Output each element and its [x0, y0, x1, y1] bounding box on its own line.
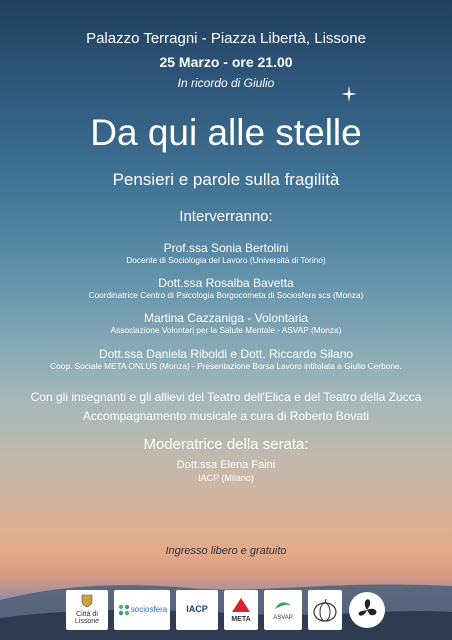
speaker-name: Dott.ssa Daniela Riboldi e Dott. Riccardo Silano — [98, 347, 354, 361]
logo-label: sociosfera — [130, 604, 168, 614]
memorial-dedication: In ricordo di Giulio — [177, 76, 275, 90]
event-date: 25 Marzo - ore 21.00 — [159, 54, 293, 70]
speakers-heading: Interverranno: — [179, 208, 273, 225]
logo-label: Città di Lissone — [74, 610, 100, 626]
venue-text: Palazzo Terragni - Piazza Libertà, Lissone — [86, 30, 366, 47]
coat-of-arms-icon — [81, 594, 93, 608]
logo-label: IACP — [186, 604, 208, 615]
event-title: Da qui alle stelle — [90, 112, 362, 153]
theatre-credits: Con gli insegnanti e gli allievi del Teatro dell'Elica e del Teatro della Zucca — [30, 390, 422, 404]
moderator-heading: Moderatrice della serata: — [143, 436, 309, 453]
free-entry-note: Ingresso libero e gratuito — [165, 545, 287, 557]
sociosfera-logo — [114, 590, 170, 630]
propeller-icon — [348, 591, 386, 629]
speaker-role: Coordinatrice Centro di Psicologia Borgocometa di Sociosfera scs (Monza) — [88, 290, 364, 300]
dots-icon — [117, 603, 131, 617]
meta-logo — [224, 590, 258, 630]
music-credits: Accompagnamento musicale a cura di Roberto Bovati — [82, 409, 370, 423]
speaker-role: Coop. Sociale META ONLUS (Monza) - Presentazione Borsa Lavoro intitolata a Giulio Cerbone. — [50, 361, 402, 371]
logo-label: META — [231, 615, 251, 623]
speaker-name: Prof.ssa Sonia Bertolini — [163, 241, 289, 255]
pumpkin-icon — [312, 597, 338, 623]
citta-di-lissone-logo — [66, 590, 108, 630]
moderator-name: Dott.ssa Elena Faini — [176, 459, 276, 471]
speaker-name: Martina Cazzaniga - Volontaria — [143, 311, 309, 325]
speaker-name: Dott.ssa Rosalba Bavetta — [158, 276, 294, 290]
moderator-organization: IACP (Milano) — [198, 473, 254, 483]
sponsor-logos — [66, 590, 386, 630]
teatro-elica-logo — [348, 590, 386, 630]
asvap-logo — [264, 590, 302, 630]
speaker-role: Docente di Sociologia del Lavoro (Università di Torino) — [126, 255, 326, 265]
teatro-zucca-logo — [308, 590, 342, 630]
speaker-role: Associazione Volontari per la Salute Mentale - ASVAP (Monza) — [110, 325, 342, 335]
bird-icon — [273, 599, 293, 611]
event-subtitle: Pensieri e parole sulla fragilità — [112, 170, 340, 189]
iacp-logo — [176, 590, 218, 630]
triangle-icon — [231, 597, 251, 613]
logo-label: ASVAP — [273, 614, 293, 621]
